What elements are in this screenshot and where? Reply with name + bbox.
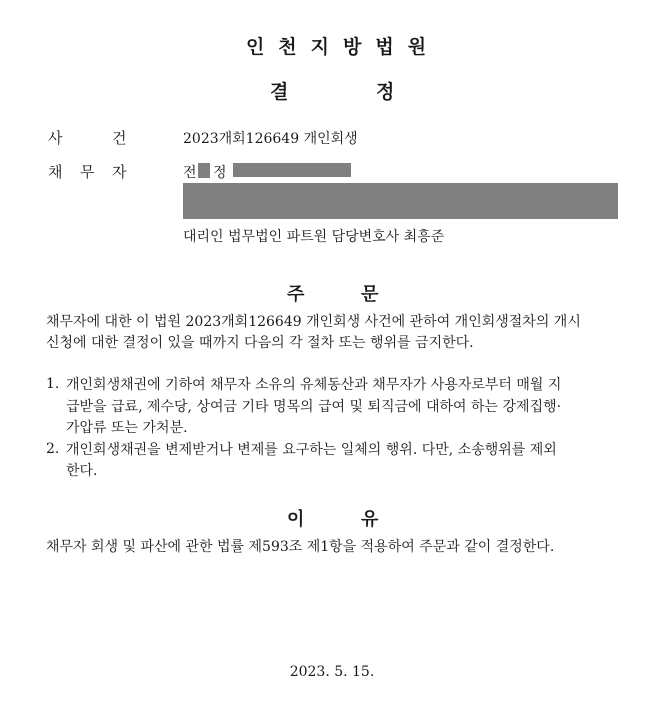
debtor-label-char-1: 채 bbox=[48, 163, 63, 181]
court-title: 인천지방법원 bbox=[245, 36, 441, 58]
order-heading-char-2: 문 bbox=[361, 284, 379, 305]
debtor-name-redaction bbox=[198, 163, 210, 178]
order-body-line-1: 채무자에 대한 이 법원 2023개회126649 개인회생 사건에 관하여 개인회생절차의 개시 bbox=[46, 314, 581, 330]
order-item-1-line-3: 가압류 또는 가처분. bbox=[66, 420, 188, 436]
doc-type-char-1: 결 bbox=[270, 81, 289, 103]
debtor-name-first: 전 bbox=[183, 165, 197, 181]
debtor-label-char-3: 자 bbox=[112, 163, 127, 181]
debtor-name-last: 정 bbox=[213, 165, 227, 181]
debtor-id-redaction bbox=[233, 163, 351, 177]
order-body-line-2: 신청에 대한 결정이 있을 때까지 다음의 각 절차 또는 행위를 금지한다. bbox=[46, 335, 474, 351]
case-number: 2023개회126649 개인회생 bbox=[183, 131, 358, 147]
order-item-1-number: 1. bbox=[46, 376, 60, 392]
case-label-char-1: 사 bbox=[48, 129, 63, 147]
debtor-address-redaction bbox=[183, 183, 618, 219]
debtor-label-char-2: 무 bbox=[80, 163, 95, 181]
order-item-2-line-1: 개인회생채권을 변제받거나 변제를 요구하는 일체의 행위. 다만, 소송행위를 제외 bbox=[66, 442, 557, 458]
case-label-char-2: 건 bbox=[112, 129, 127, 147]
order-item-2-line-2: 한다. bbox=[66, 463, 98, 479]
doc-type-char-2: 정 bbox=[376, 81, 395, 103]
debtor-representative: 대리인 법무법인 파트원 담당변호사 최흥준 bbox=[183, 229, 445, 245]
order-item-1-line-1: 개인회생채권에 기하여 채무자 소유의 유체동산과 채무자가 사용자로부터 매월 지 bbox=[66, 377, 562, 393]
order-heading-char-1: 주 bbox=[287, 284, 305, 305]
order-item-2-number: 2. bbox=[46, 441, 60, 457]
reason-heading-char-2: 유 bbox=[361, 509, 379, 530]
reason-body: 채무자 회생 및 파산에 관한 법률 제593조 제1항을 적용하여 주문과 같이 결정한다. bbox=[46, 539, 555, 555]
order-item-1-line-2: 급받을 급료, 제수당, 상여금 기타 명목의 급여 및 퇴직금에 대하여 하는 강제집행· bbox=[66, 399, 562, 415]
decision-date: 2023. 5. 15. bbox=[289, 664, 375, 680]
reason-heading-char-1: 이 bbox=[287, 509, 305, 530]
